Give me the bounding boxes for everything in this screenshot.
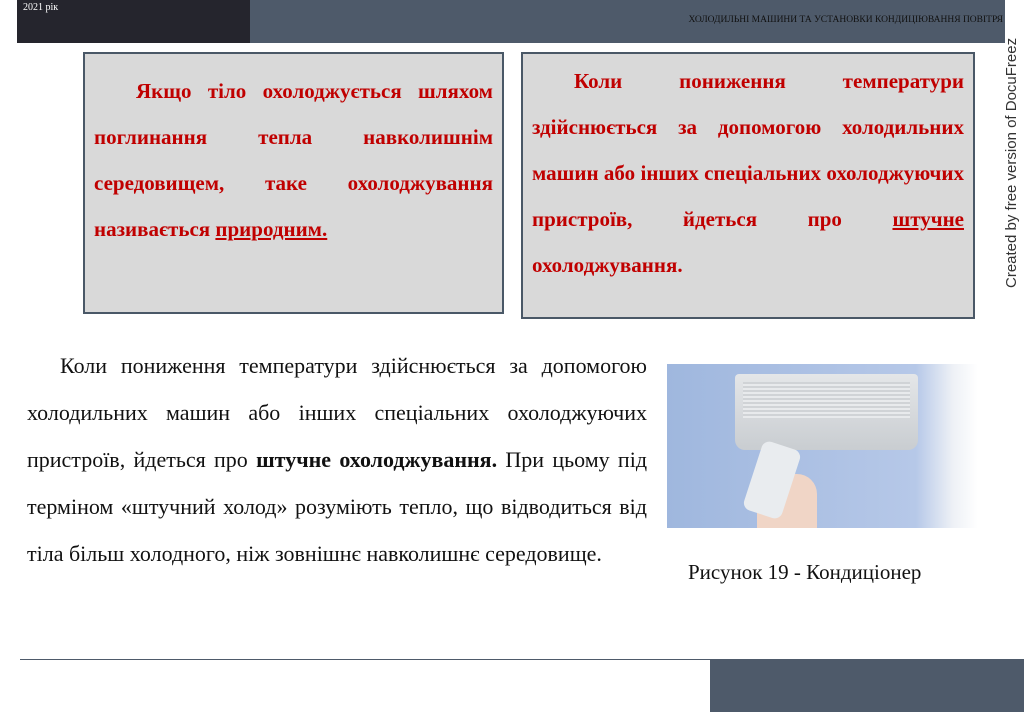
watermark: Created by free version of DocuFreez <box>1003 37 1020 288</box>
header-title-block <box>250 0 1005 43</box>
box2-emphasis: штучне <box>892 207 964 231</box>
box1-text: Якщо тіло охолоджується шляхом поглинання тепла навколишнім середовищем, таке охолоджування називається <box>94 79 493 241</box>
body-bold: штучне охолоджування. <box>256 447 498 472</box>
box2-text: Коли пониження температури здійснюється за допомогою холодильних машин або інших спеціальних охолоджуючих пристроїв, йдеться про <box>532 69 964 231</box>
box1-emphasis: природним. <box>215 217 328 241</box>
definition-box-artificial <box>521 52 975 319</box>
figure-caption: Рисунок 19 - Кондиціонер <box>688 560 922 584</box>
box2-tail: охолоджування. <box>532 253 683 277</box>
body-paragraph <box>27 342 647 577</box>
air-conditioner-photo <box>667 364 978 528</box>
air-conditioner-unit <box>735 374 918 450</box>
header-title: ХОЛОДИЛЬНІ МАШИНИ ТА УСТАНОВКИ КОНДИЦІЮВАННЯ ПОВІТРЯ <box>688 15 1003 25</box>
definition-box-natural <box>83 52 504 314</box>
header-year: 2021 рік <box>23 2 59 13</box>
body-text-2: При цьому під терміном «штучний холод» розуміють тепло, що відводиться від тіла більш холодного, ніж зовнішнє навколишнє середовище. <box>27 447 648 566</box>
header-year-block <box>17 0 250 43</box>
body-text-1: Коли пониження температури здійснюється за допомогою холодильних машин або інших спеціальних охолоджуючих пристроїв, йдеться про <box>27 353 647 472</box>
footer-bar <box>710 659 1024 712</box>
footer-divider <box>20 659 710 660</box>
